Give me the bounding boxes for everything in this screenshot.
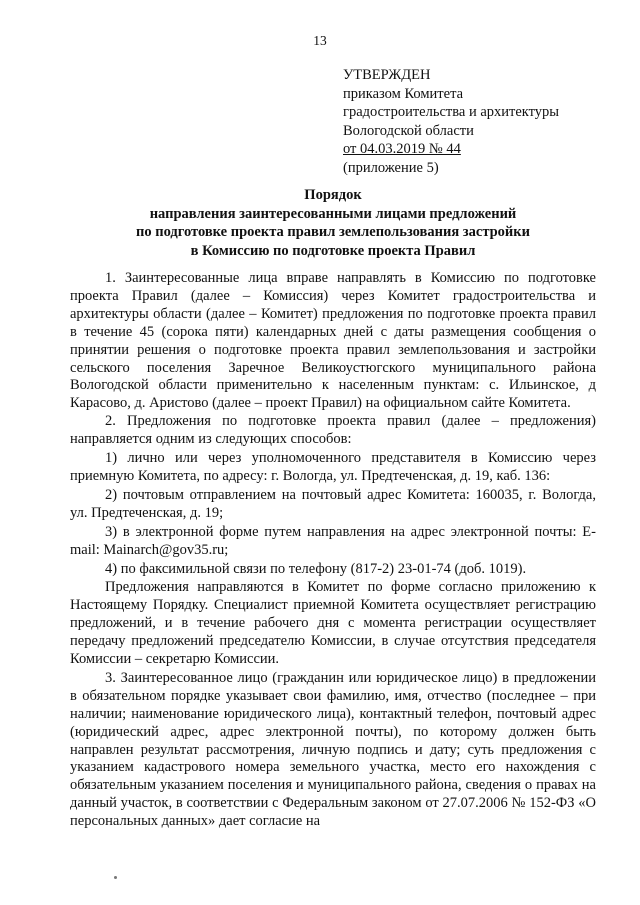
heading-line-3: по подготовке проекта правил землепользования застройки — [136, 224, 530, 240]
approval-line-3: Вологодской области — [343, 122, 474, 139]
page-number: 13 — [313, 33, 327, 48]
approval-line-2: градостроительства и архитектуры — [343, 104, 560, 120]
scan-dot — [114, 876, 117, 879]
approval-appendix: (приложение 5) — [343, 159, 439, 176]
heading-line-4: в Комиссию по подготовке проекта Правил — [190, 242, 476, 259]
heading-line-1: Порядок — [304, 187, 362, 203]
document-heading — [70, 186, 596, 260]
method-4: 4) по факсимильной связи по телефону (817-2) 23-01-74 (доб. 1019). — [105, 560, 527, 577]
method-2: 2) почтовым отправлением на почтовый адрес Комитета: 160035, г. Вологда, ул. Предтеченская, д. 19; — [70, 486, 596, 521]
paragraph-3: 3. Заинтересованное лицо (гражданин или юридическое лицо) в предложении в обязательном порядке указывает свои фамилию, имя, отчество (последнее – при наличии; наименование юридического лица), контактный телефон, почтовый адрес (юридический адрес, адрес электронной почты), по которому должен быть направлен результат рассмотрения, личную подпись и дату; суть предложения с указанием кадастрового номера земельного участка, место его нахождения с обязательным указанием поселения и муниципального района, сведения о правах на данный участок, в соответствии с Федеральным законом от 27.07.2006 № 152-ФЗ «О персональных данных» дает согласие на — [70, 669, 596, 830]
method-3: 3) в электронной форме путем направления на адрес электронной почты: E-mail: Mainarch@gov35.ru; — [70, 523, 596, 558]
method-1: 1) лично или через уполномоченного представителя в Комиссию через приемную Комитета, по адресу: г. Вологда, ул. Предтеченская, д. 19, каб. 136: — [70, 450, 596, 484]
approval-block — [343, 66, 628, 177]
approval-line-1: приказом Комитета — [343, 85, 464, 102]
document-body — [70, 270, 596, 831]
approval-title: УТВЕРЖДЕН — [343, 67, 431, 83]
heading-line-2: направления заинтересованными лицами предложений — [149, 205, 517, 222]
paragraph-1: 1. Заинтересованные лица вправе направлять в Комиссию по подготовке проекта Правил (далее – Комиссия) через Комитет градостроительства и архитектуры области (далее – Комитет) предложения по подготовке проекта правил в течение 45 (сорока пяти) календарных дней с даты размещения сообщения о принятии решения о подготовке проекта правил землепользования и застройки сельского поселения Заречное Великоустюгского муниципального района Вологодской области применительно к населенным пунктам: с. Ильинское, д Карасово, д. Аристово (далее – проект Правил) на официальном сайте Комитета. — [70, 270, 596, 412]
paragraph-2: 2. Предложения по подготовке проекта правил (далее – предложения) направляется одним из следующих способов: — [70, 413, 596, 448]
paragraph-submission: Предложения направляются в Комитет по форме согласно приложению к Настоящему Порядку. Специалист приемной Комитета осуществляет регистрацию предложений, и в течение рабочего дня с момента регистрации осуществляет передачу предложений председателю Комиссии, в случае отсутствия председателя Комиссии – секретарю Комиссии. — [70, 579, 596, 668]
approval-order-date: от 04.03.2019 № 44 — [343, 141, 461, 157]
